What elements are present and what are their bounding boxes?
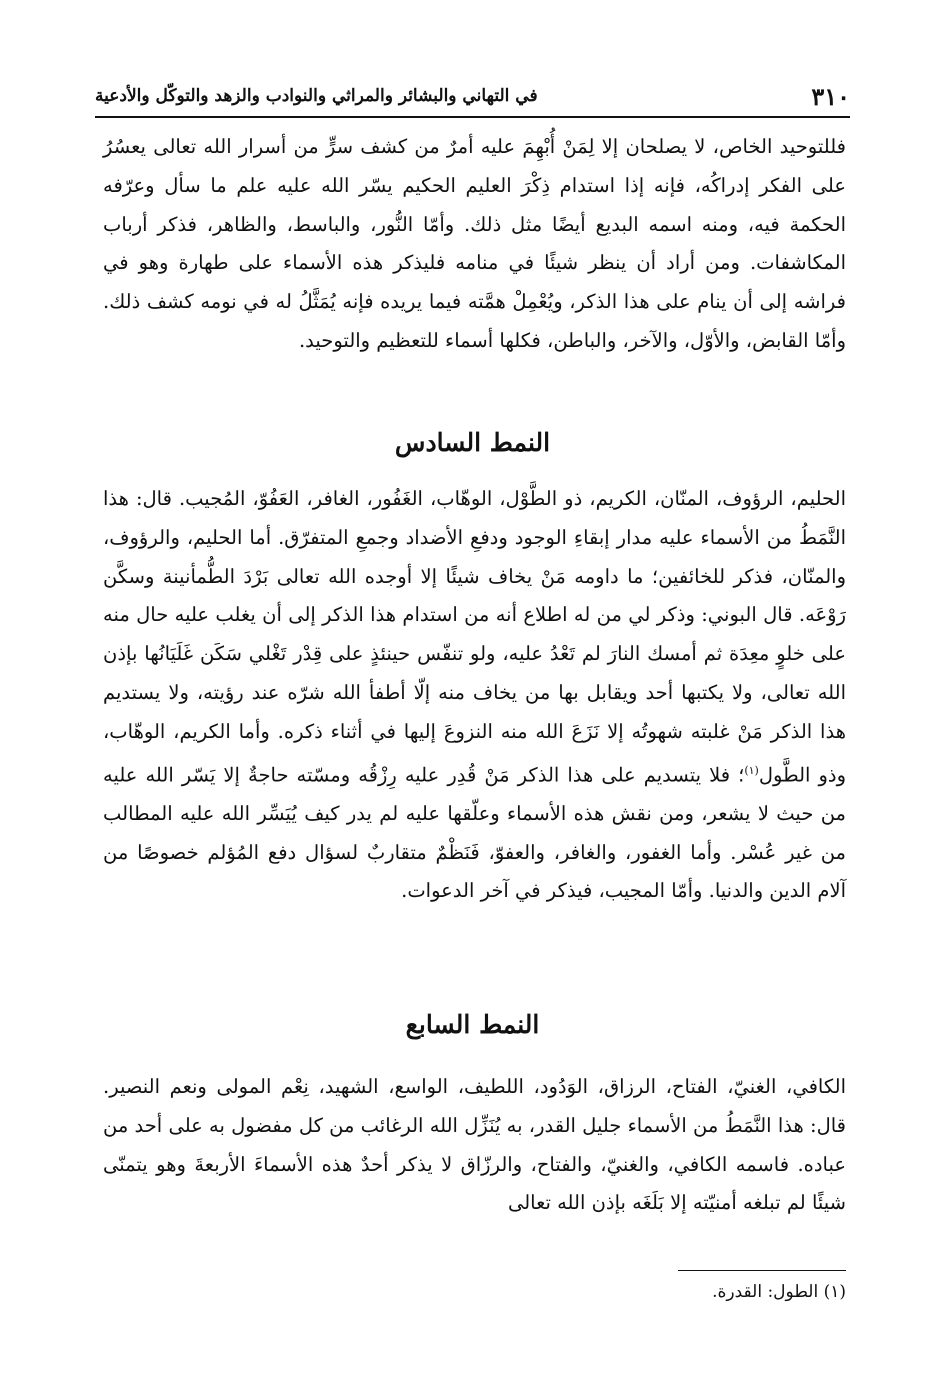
running-title: في التهاني والبشائر والمراثي والنوادب والزهد والتوكّل والأدعية <box>95 86 538 106</box>
paragraph-seventh-pattern: الكافي، الغنيّ، الفتاح، الرزاق، الوَدُود، اللطيف، الواسع، الشهيد، نِعْم المولى ونعم النصير. قال: هذا النَّمَطُ من الأسماء جليل القدر، به يُنَزِّل الله الرغائب من كل مفضول به على أحد من عباده. فاسمه الكافي، والغنيّ، والفتاح، والرزّاق لا يذكر أحدٌ هذه الأسماءَ الأربعةَ وهو يتمنّى شيئًا لم تبلغه أمنيّته إلا بَلَغَه بإذن الله تعالى <box>103 1075 846 1215</box>
section-heading-sixth: النمط السادس <box>394 428 551 457</box>
paragraph-sixth-pattern <box>103 480 846 911</box>
running-header <box>95 76 850 116</box>
header-divider <box>95 116 850 118</box>
footnote-divider <box>678 1270 846 1271</box>
section-heading-seventh: النمط السابع <box>405 1010 540 1039</box>
footnote: (١) الطول: القدرة. <box>712 1282 846 1302</box>
page-number: ٣١٠ <box>811 81 850 111</box>
paragraph-sixth-text-b: ؛ فلا يتسديم على هذا الذكر مَنْ قُدِر عليه رِزْقُه ومسّته حاجةٌ إلا يَسّر الله عليه من حيث لا يشعر، ومن نقش هذه الأسماء وعلّقها عليه لم يدر كيف يُيَسِّر الله عليه المطالب من غير عُسْر. وأما الغفور، والغافر، والعفوّ، فَنَظْمٌ متقاربٌ لسؤال دفع المُؤلم خصوصًا من آلام الدين والدنيا. وأمّا المجيب، فيذكر في آخر الدعوات. <box>103 763 846 903</box>
paragraph-continuation: فللتوحيد الخاص، لا يصلحان إلا لِمَنْ أُبْهِمَ عليه أمرٌ من كشف سرٍّ من أسرار الله تعالى يعسُرُ على الفكر إدراكُه، فإنه إذا استدام ذِكْرَ العليم الحكيم يسّر الله عليه علم ما سأل وعرّفه الحكمة فيه، ومنه اسمه البديع أيضًا مثل ذلك. وأمّا النُّور، والباسط، والظاهر، فذكر أرباب المكاشفات. ومن أراد أن ينظر شيئًا في منامه فليذكر هذه الأسماء على طهارة وهو في فراشه إلى أن ينام على هذا الذكر، ويُعْمِلْ همَّته فيما يريده فإنه يُمَثَّلُ له في نومه كشف ذلك. وأمّا القابض، والأوّل، والآخر، والباطن، فكلها أسماء للتعظيم والتوحيد. <box>103 135 846 352</box>
footnote-reference: (١) <box>744 763 759 777</box>
paragraph-sixth-text-a: الحليم، الرؤوف، المنّان، الكريم، ذو الطَّوْل، الوهّاب، الغَفُور، الغافر، العَفُوّ، المُجيب. قال: هذا النَّمَطُ من الأسماء عليه مدار إبقاءِ الوجود ودفعِ الأضداد وجمعِ المتفرّق. أما الحليم، والرؤوف، والمنّان، فذكر للخائفين؛ ما داومه مَنْ يخاف شيئًا إلا أوجده الله تعالى بَرْدَ الطُّمأنينة وسكَّن رَوْعَه. قال البوني: وذكر لي من له اطلاع أنه من استدام هذا الذكر إلى أن يغلب عليه حال منه على خلوٍ معِدَة ثم أمسك النارَ لم تَعْدُ عليه، ولو تنفّس حينئذٍ على قِدْر تَغْلي سَكَن غَلَيَانُها بإذن الله تعالى، ولا يكتبها أحد ويقابل بها من يخاف منه إلّا أطفأ الله شرّه عند رؤيته، ولا يستديم هذا الذكر مَنْ غلبته شهوتُه إلا نَزَعَ الله منه النزوعَ إليها في أثناء ذكره. وأما الكريم، الوهّاب، وذو الطَّول <box>103 487 847 787</box>
